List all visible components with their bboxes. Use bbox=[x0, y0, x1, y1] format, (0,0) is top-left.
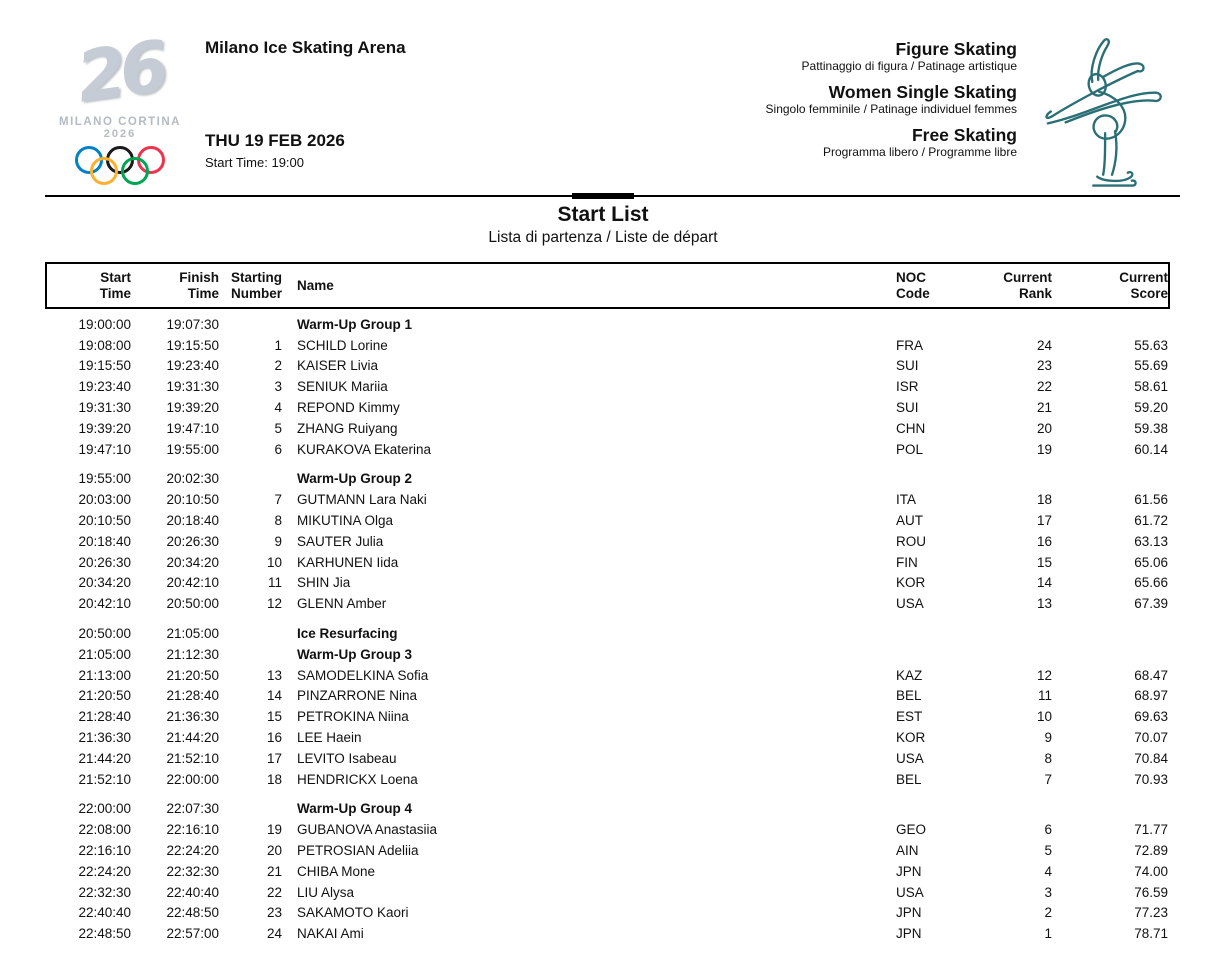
event-segment: Free Skating bbox=[911, 125, 1017, 145]
cell-finish-time: 20:34:20 bbox=[166, 554, 219, 570]
cell-starting-number: 15 bbox=[266, 709, 282, 725]
cell-finish-time: 22:07:30 bbox=[166, 801, 219, 817]
table-row bbox=[45, 882, 1170, 903]
table-header bbox=[45, 262, 1170, 309]
table-row bbox=[45, 903, 1170, 924]
cell-name: LIU Alysa bbox=[297, 884, 355, 900]
cell-current-rank: 13 bbox=[1036, 596, 1052, 612]
cell-noc-code: AUT bbox=[896, 513, 923, 529]
cell-name: MIKUTINA Olga bbox=[297, 513, 394, 529]
table-row bbox=[45, 799, 1170, 820]
cell-starting-number: 11 bbox=[267, 575, 282, 591]
cell-name: KURAKOVA Ekaterina bbox=[297, 441, 432, 457]
column-start-time: Start Time bbox=[99, 269, 131, 301]
cell-starting-number: 2 bbox=[274, 358, 282, 374]
cell-name: SAKAMOTO Kaori bbox=[297, 905, 409, 921]
table-row bbox=[45, 769, 1170, 790]
cell-noc-code: FRA bbox=[896, 337, 923, 353]
page-title: Start List bbox=[557, 203, 649, 226]
cell-current-rank: 11 bbox=[1037, 688, 1052, 704]
cell-finish-time: 19:07:30 bbox=[166, 316, 219, 332]
cell-start-time: 20:03:00 bbox=[78, 492, 131, 508]
cell-finish-time: 20:18:40 bbox=[166, 513, 219, 529]
event-discipline: Figure Skating bbox=[895, 39, 1017, 59]
cell-current-rank: 20 bbox=[1036, 420, 1052, 436]
table-row bbox=[45, 923, 1170, 944]
cell-noc-code: AIN bbox=[896, 843, 919, 859]
cell-finish-time: 22:48:50 bbox=[166, 905, 219, 921]
cell-name: GUBANOVA Anastasiia bbox=[297, 822, 438, 838]
cell-current-score: 59.20 bbox=[1134, 400, 1168, 416]
olympic-rings-icon bbox=[75, 146, 165, 186]
start-time-label: Start Time: 19:00 bbox=[205, 155, 304, 170]
cell-finish-time: 19:39:20 bbox=[166, 400, 219, 416]
cell-start-time: 22:24:20 bbox=[78, 863, 131, 879]
venue-name: Milano Ice Skating Arena bbox=[205, 38, 406, 57]
cell-current-rank: 5 bbox=[1044, 843, 1052, 859]
cell-name: Warm-Up Group 1 bbox=[297, 316, 413, 332]
cell-current-rank: 7 bbox=[1044, 771, 1052, 787]
cell-current-rank: 18 bbox=[1036, 492, 1052, 508]
cell-starting-number: 4 bbox=[274, 400, 282, 416]
cell-name: SENIUK Mariia bbox=[297, 379, 388, 395]
table-row bbox=[45, 439, 1170, 460]
cell-starting-number: 19 bbox=[266, 822, 282, 838]
table-row bbox=[45, 335, 1170, 356]
cell-noc-code: CHN bbox=[896, 420, 926, 436]
table-row bbox=[45, 727, 1170, 748]
table-row bbox=[45, 840, 1170, 861]
cell-finish-time: 21:28:40 bbox=[166, 688, 219, 704]
cell-current-score: 70.93 bbox=[1134, 771, 1168, 787]
cell-noc-code: ISR bbox=[896, 379, 919, 395]
cell-start-time: 21:13:00 bbox=[78, 667, 131, 683]
cell-current-rank: 23 bbox=[1036, 358, 1052, 374]
cell-start-time: 21:05:00 bbox=[78, 646, 131, 662]
cell-finish-time: 22:32:30 bbox=[166, 863, 219, 879]
cell-name: ZHANG Ruiyang bbox=[297, 420, 398, 436]
table-row bbox=[45, 748, 1170, 769]
cell-finish-time: 22:16:10 bbox=[166, 822, 219, 838]
cell-noc-code: KOR bbox=[896, 575, 926, 591]
cell-current-score: 72.89 bbox=[1134, 843, 1168, 859]
cell-name: Ice Resurfacing bbox=[297, 626, 398, 642]
cell-start-time: 20:10:50 bbox=[78, 513, 131, 529]
cell-current-rank: 4 bbox=[1044, 863, 1052, 879]
column-current-rank: Current Rank bbox=[1003, 269, 1052, 301]
figure-skater-pictogram-icon bbox=[1036, 30, 1194, 194]
cell-starting-number: 16 bbox=[266, 730, 282, 746]
cell-start-time: 19:39:20 bbox=[78, 420, 131, 436]
cell-noc-code: JPN bbox=[896, 905, 922, 921]
cell-starting-number: 17 bbox=[266, 750, 282, 766]
cell-current-score: 68.47 bbox=[1134, 667, 1168, 683]
event-block bbox=[766, 39, 1017, 168]
page-subtitle: Lista di partenza / Liste de départ bbox=[488, 229, 718, 246]
cell-start-time: 19:00:00 bbox=[78, 316, 131, 332]
column-current-score: Current Score bbox=[1119, 269, 1168, 301]
table-row bbox=[45, 686, 1170, 707]
cell-current-score: 77.23 bbox=[1134, 905, 1168, 921]
logo-26-mark: 26 bbox=[71, 25, 168, 119]
cell-noc-code: ROU bbox=[896, 533, 926, 549]
cell-current-score: 70.07 bbox=[1134, 730, 1168, 746]
cell-finish-time: 20:50:00 bbox=[166, 596, 219, 612]
cell-noc-code: BEL bbox=[896, 771, 922, 787]
cell-start-time: 22:00:00 bbox=[78, 801, 131, 817]
table-row bbox=[45, 376, 1170, 397]
cell-finish-time: 21:20:50 bbox=[166, 667, 219, 683]
cell-noc-code: GEO bbox=[896, 822, 927, 838]
cell-finish-time: 21:05:00 bbox=[166, 626, 219, 642]
cell-starting-number: 6 bbox=[274, 441, 282, 457]
logo-year: 2026 bbox=[103, 128, 137, 140]
table-row bbox=[45, 665, 1170, 686]
cell-noc-code: USA bbox=[896, 596, 924, 612]
cell-current-rank: 24 bbox=[1036, 337, 1052, 353]
cell-start-time: 20:50:00 bbox=[78, 626, 131, 642]
table-row bbox=[45, 593, 1170, 614]
cell-name: PINZARRONE Nina bbox=[297, 688, 418, 704]
cell-name: HENDRICKX Loena bbox=[297, 771, 418, 787]
cell-noc-code: SUI bbox=[896, 400, 919, 416]
cell-finish-time: 19:55:00 bbox=[166, 441, 219, 457]
cell-name: SHIN Jia bbox=[297, 575, 351, 591]
cell-start-time: 22:40:40 bbox=[78, 905, 131, 921]
table-body bbox=[45, 314, 1170, 944]
cell-start-time: 22:08:00 bbox=[78, 822, 131, 838]
table-row bbox=[45, 356, 1170, 377]
cell-start-time: 21:36:30 bbox=[78, 730, 131, 746]
cell-current-rank: 9 bbox=[1044, 730, 1052, 746]
cell-starting-number: 3 bbox=[274, 379, 282, 395]
ring-green bbox=[121, 157, 149, 185]
cell-name: KAISER Livia bbox=[297, 358, 379, 374]
table-row bbox=[45, 644, 1170, 665]
cell-current-score: 68.97 bbox=[1134, 688, 1168, 704]
header-divider bbox=[45, 195, 1180, 197]
cell-starting-number: 20 bbox=[266, 843, 282, 859]
cell-starting-number: 23 bbox=[266, 905, 282, 921]
cell-current-score: 67.39 bbox=[1134, 596, 1168, 612]
milano-cortina-logo bbox=[40, 25, 200, 186]
cell-starting-number: 18 bbox=[266, 771, 282, 787]
cell-name: LEE Haein bbox=[297, 730, 362, 746]
cell-noc-code: ITA bbox=[896, 492, 916, 508]
cell-name: Warm-Up Group 4 bbox=[297, 801, 413, 817]
cell-start-time: 21:20:50 bbox=[78, 688, 131, 704]
cell-start-time: 22:32:30 bbox=[78, 884, 131, 900]
cell-current-rank: 21 bbox=[1036, 400, 1052, 416]
cell-starting-number: 21 bbox=[266, 863, 282, 879]
cell-starting-number: 1 bbox=[274, 337, 282, 353]
cell-start-time: 22:16:10 bbox=[78, 843, 131, 859]
cell-name: PETROKINA Niina bbox=[297, 709, 409, 725]
cell-finish-time: 21:12:30 bbox=[166, 646, 219, 662]
table-row bbox=[45, 418, 1170, 439]
cell-starting-number: 14 bbox=[266, 688, 282, 704]
cell-current-rank: 19 bbox=[1036, 441, 1052, 457]
cell-current-rank: 1 bbox=[1044, 926, 1052, 942]
cell-noc-code: EST bbox=[896, 709, 923, 725]
ring-yellow bbox=[90, 157, 118, 185]
cell-name: LEVITO Isabeau bbox=[297, 750, 397, 766]
cell-noc-code: POL bbox=[896, 441, 924, 457]
cell-noc-code: BEL bbox=[896, 688, 922, 704]
cell-noc-code: JPN bbox=[896, 926, 922, 942]
cell-name: CHIBA Mone bbox=[297, 863, 376, 879]
cell-current-score: 60.14 bbox=[1134, 441, 1168, 457]
cell-starting-number: 22 bbox=[266, 884, 282, 900]
cell-finish-time: 22:00:00 bbox=[166, 771, 219, 787]
cell-current-rank: 22 bbox=[1036, 379, 1052, 395]
cell-current-score: 70.84 bbox=[1134, 750, 1168, 766]
cell-start-time: 21:44:20 bbox=[78, 750, 131, 766]
cell-current-score: 78.71 bbox=[1134, 926, 1168, 942]
table-row bbox=[45, 819, 1170, 840]
cell-name: Warm-Up Group 3 bbox=[297, 646, 413, 662]
cell-finish-time: 22:57:00 bbox=[166, 926, 219, 942]
table-row bbox=[45, 623, 1170, 644]
cell-current-rank: 10 bbox=[1036, 709, 1052, 725]
cell-starting-number: 7 bbox=[274, 492, 282, 508]
table-row bbox=[45, 469, 1170, 490]
cell-name: REPOND Kimmy bbox=[297, 400, 400, 416]
cell-starting-number: 5 bbox=[274, 420, 282, 436]
cell-current-score: 74.00 bbox=[1134, 863, 1168, 879]
cell-starting-number: 9 bbox=[274, 533, 282, 549]
cell-finish-time: 19:31:30 bbox=[166, 379, 219, 395]
cell-current-score: 69.63 bbox=[1134, 709, 1168, 725]
cell-current-score: 55.63 bbox=[1134, 337, 1168, 353]
cell-current-score: 58.61 bbox=[1134, 379, 1168, 395]
table-row bbox=[45, 510, 1170, 531]
cell-current-score: 61.56 bbox=[1134, 492, 1168, 508]
cell-current-score: 61.72 bbox=[1134, 513, 1168, 529]
cell-start-time: 19:31:30 bbox=[78, 400, 131, 416]
logo-wordmark: MILANO CORTINA bbox=[59, 116, 181, 128]
cell-finish-time: 21:44:20 bbox=[166, 730, 219, 746]
cell-current-rank: 15 bbox=[1036, 554, 1052, 570]
cell-current-score: 65.06 bbox=[1134, 554, 1168, 570]
table-row bbox=[45, 397, 1170, 418]
cell-starting-number: 13 bbox=[266, 667, 282, 683]
cell-current-rank: 2 bbox=[1044, 905, 1052, 921]
cell-current-rank: 17 bbox=[1036, 513, 1052, 529]
table-row bbox=[45, 552, 1170, 573]
cell-start-time: 19:08:00 bbox=[78, 337, 131, 353]
cell-current-rank: 6 bbox=[1044, 822, 1052, 838]
cell-start-time: 20:26:30 bbox=[78, 554, 131, 570]
cell-finish-time: 19:15:50 bbox=[166, 337, 219, 353]
event-category: Women Single Skating bbox=[828, 82, 1017, 102]
table-row bbox=[45, 314, 1170, 335]
cell-noc-code: USA bbox=[896, 750, 924, 766]
column-starting-number: Starting Number bbox=[230, 269, 282, 301]
cell-start-time: 19:23:40 bbox=[78, 379, 131, 395]
cell-noc-code: KOR bbox=[896, 730, 926, 746]
cell-current-rank: 16 bbox=[1036, 533, 1052, 549]
cell-start-time: 20:42:10 bbox=[78, 596, 131, 612]
cell-current-score: 63.13 bbox=[1134, 533, 1168, 549]
cell-current-score: 59.38 bbox=[1134, 420, 1168, 436]
cell-noc-code: FIN bbox=[896, 554, 918, 570]
table-row bbox=[45, 531, 1170, 552]
cell-finish-time: 21:36:30 bbox=[166, 709, 219, 725]
cell-finish-time: 20:42:10 bbox=[166, 575, 219, 591]
cell-name: GUTMANN Lara Naki bbox=[297, 492, 427, 508]
cell-finish-time: 20:02:30 bbox=[166, 471, 219, 487]
cell-noc-code: KAZ bbox=[896, 667, 923, 683]
cell-name: SCHILD Lorine bbox=[297, 337, 388, 353]
cell-current-score: 76.59 bbox=[1134, 884, 1168, 900]
cell-finish-time: 22:40:40 bbox=[166, 884, 219, 900]
cell-finish-time: 19:47:10 bbox=[166, 420, 219, 436]
table-row bbox=[45, 573, 1170, 594]
cell-noc-code: USA bbox=[896, 884, 924, 900]
cell-name: PETROSIAN Adeliia bbox=[297, 843, 419, 859]
cell-starting-number: 8 bbox=[274, 513, 282, 529]
cell-name: GLENN Amber bbox=[297, 596, 387, 612]
event-category-translation: Singolo femminile / Patinage individuel femmes bbox=[765, 102, 1017, 116]
cell-start-time: 20:34:20 bbox=[78, 575, 131, 591]
table-row bbox=[45, 861, 1170, 882]
cell-start-time: 19:47:10 bbox=[78, 441, 131, 457]
cell-noc-code: SUI bbox=[896, 358, 919, 374]
cell-starting-number: 10 bbox=[266, 554, 282, 570]
cell-start-time: 19:15:50 bbox=[78, 358, 131, 374]
cell-starting-number: 24 bbox=[266, 926, 282, 942]
cell-name: KARHUNEN Iida bbox=[297, 554, 399, 570]
event-date: THU 19 FEB 2026 bbox=[205, 131, 345, 150]
table-row bbox=[45, 706, 1170, 727]
cell-start-time: 19:55:00 bbox=[78, 471, 131, 487]
cell-finish-time: 21:52:10 bbox=[166, 750, 219, 766]
cell-current-rank: 8 bbox=[1044, 750, 1052, 766]
cell-finish-time: 19:23:40 bbox=[166, 358, 219, 374]
cell-start-time: 20:18:40 bbox=[78, 533, 131, 549]
column-noc-code: NOC Code bbox=[896, 269, 930, 301]
cell-start-time: 21:28:40 bbox=[78, 709, 131, 725]
cell-name: Warm-Up Group 2 bbox=[297, 471, 413, 487]
column-name: Name bbox=[297, 277, 334, 293]
cell-name: SAMODELKINA Sofia bbox=[297, 667, 429, 683]
event-discipline-translation: Pattinaggio di figura / Patinage artistique bbox=[801, 59, 1017, 73]
cell-start-time: 21:52:10 bbox=[78, 771, 131, 787]
header-divider-center-mark bbox=[572, 193, 634, 199]
cell-finish-time: 20:10:50 bbox=[166, 492, 219, 508]
cell-current-rank: 12 bbox=[1036, 667, 1052, 683]
cell-finish-time: 20:26:30 bbox=[166, 533, 219, 549]
column-finish-time: Finish Time bbox=[179, 269, 219, 301]
cell-noc-code: JPN bbox=[896, 863, 922, 879]
cell-start-time: 22:48:50 bbox=[78, 926, 131, 942]
cell-current-score: 65.66 bbox=[1134, 575, 1168, 591]
cell-name: SAUTER Julia bbox=[297, 533, 384, 549]
cell-starting-number: 12 bbox=[266, 596, 282, 612]
cell-current-score: 55.69 bbox=[1134, 358, 1168, 374]
cell-current-score: 71.77 bbox=[1134, 822, 1168, 838]
cell-current-rank: 3 bbox=[1044, 884, 1052, 900]
table-row bbox=[45, 489, 1170, 510]
event-segment-translation: Programma libero / Programme libre bbox=[822, 145, 1017, 159]
cell-name: NAKAI Ami bbox=[297, 926, 364, 942]
cell-finish-time: 22:24:20 bbox=[166, 843, 219, 859]
cell-current-rank: 14 bbox=[1036, 575, 1052, 591]
